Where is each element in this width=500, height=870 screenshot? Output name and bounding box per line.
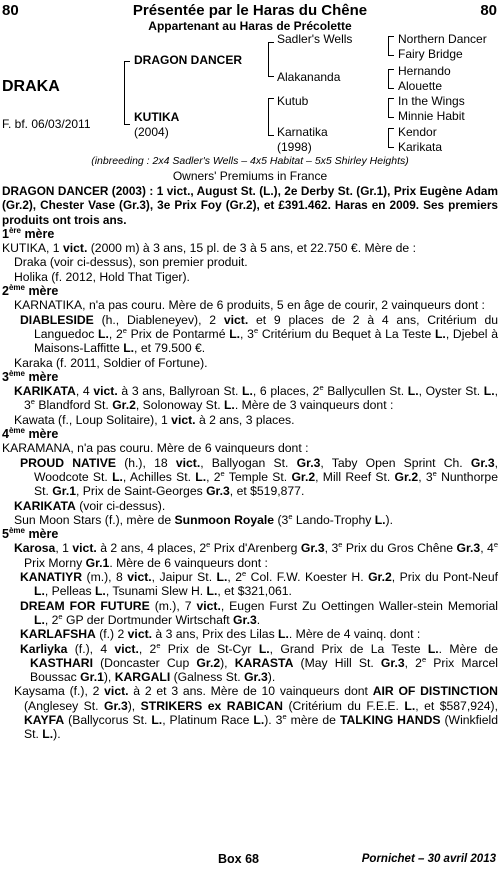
produce-item: Karliyka (f.), 4 vict., 2e Prix de St-Cyr L., Grand Prix de La Teste L.. Mère de KASTHARI (Doncaster Cup Gr.2), KARASTA (May Hill St. Gr.3, 2e Prix Marcel Boussac Gr.1), KARGALI (Galness St. Gr.3). xyxy=(20,640,498,685)
sire-name: DRAGON DANCER xyxy=(134,53,242,67)
produce-item: KANATIYR (m.), 8 vict., Jaipur St. L., 2e Col. F.W. Koester H. Gr.2, Prix du Pont-Neuf L., Pelleas L., Tsunami Slew H. L., et $321,061. xyxy=(20,568,498,599)
section-fourth-dam: 4ème mère xyxy=(2,425,59,442)
dam-name: KUTIKA xyxy=(134,110,180,124)
lot-number-right: 80 xyxy=(480,2,497,19)
box-number: Box 68 xyxy=(218,852,259,866)
produce-item: Kaysama (f.), 2 vict. à 2 et 3 ans. Mère de 10 vainqueurs dont AIR OF DISTINCTION (Anglesey St. Gr.3), STRIKERS ex RABICAN (Critérium du F.E.E. L., et $587,924), KAYFA (Ballycorus St. L., Platinum Race L.). 3e mère de TALKING HANDS (Winkfield St. L.). xyxy=(14,684,499,742)
section-third-dam: 3ème mère xyxy=(2,368,59,384)
granddam-2: Karnatika xyxy=(277,125,328,139)
produce-item: Kawata (f., Loup Solitaire), 1 vict. à 2 ans, 3 places. xyxy=(14,412,295,427)
great-grandparent-5: In the Wings xyxy=(398,94,465,108)
great-grandparent-7: Kendor xyxy=(398,125,437,139)
sale-place-date: Pornichet – 30 avril 2013 xyxy=(361,853,496,865)
produce-item: Draka (voir ci-dessus), son premier produit. xyxy=(14,255,248,270)
great-grandparent-4: Alouette xyxy=(398,79,443,93)
produce-item: Sun Moon Stars (f.), mère de Sunmoon Royale (3e Lando-Trophy L.). xyxy=(14,511,393,527)
produce-item: PROUD NATIVE (h.), 18 vict., Ballyogan St. Gr.3, Taby Open Sprint Ch. Gr.3, Woodcote St. L., Achilles St. L., 2e Temple St. Gr.2, Mill Reef St. Gr.2, 3e Nunthorpe St. Gr.1, Prix de Saint-Georges Gr.3, et $519,877. xyxy=(20,455,498,499)
grandsire-2: Kutub xyxy=(277,94,309,108)
pedigree-bracket xyxy=(268,98,274,136)
produce-item: Karaka (f. 2011, Soldier of Fortune). xyxy=(14,355,208,370)
lot-number-left: 80 xyxy=(2,2,19,19)
great-grandparent-3: Hernando xyxy=(398,64,451,78)
pedigree-bracket xyxy=(124,61,130,125)
owners-premiums-title: Owners' Premiums in France xyxy=(172,169,328,183)
produce-item: KARLAFSHA (f.) 2 vict. à 3 ans, Prix des Lilas L.. Mère de 4 vainq. dont : xyxy=(20,627,421,642)
section-fifth-dam: 5ème mère xyxy=(2,525,59,542)
dam-record: KARAMANA, n'a pas couru. Mère de 6 vainqueurs dont : xyxy=(2,441,309,456)
pedigree-bracket xyxy=(388,98,394,118)
horse-details: F. bf. 06/03/2011 xyxy=(2,117,91,131)
pedigree-bracket xyxy=(388,128,394,148)
great-grandparent-1: Northern Dancer xyxy=(398,32,487,46)
section-second-dam: 2ème mère xyxy=(2,282,59,299)
dam-record: Karosa, 1 vict. à 2 ans, 4 places, 2e Prix d'Arenberg Gr.3, 3e Prix du Gros Chêne Gr.3, 4e Prix Morny Gr.1. Mère de 6 vainqueurs dont : xyxy=(14,540,498,570)
great-grandparent-8: Karikata xyxy=(398,140,443,154)
dam-record: KARIKATA, 4 vict. à 3 ans, Ballyroan St. L., 6 places, 2e Ballycullen St. L., Oyster St. L., 3e Blandford St. Gr.2, Solonoway St. L.. Mère de 3 vainqueurs dont : xyxy=(14,383,499,413)
great-grandparent-2: Fairy Bridge xyxy=(398,47,463,61)
pedigree-bracket xyxy=(388,69,394,89)
dam-year: (2004) xyxy=(134,125,169,139)
pedigree-notes xyxy=(2,184,498,742)
section-first-dam: 1ère mère xyxy=(2,225,55,241)
produce-item: KARIKATA (voir ci-dessus). xyxy=(14,498,166,513)
dam-record: KARNATIKA, n'a pas couru. Mère de 6 produits, 5 en âge de courir, 2 vainqueurs dont : xyxy=(14,298,485,313)
great-grandparent-6: Minnie Habit xyxy=(398,109,465,123)
granddam-2-year: (1998) xyxy=(277,140,312,154)
owner-line: Appartenant au Haras de Précolette xyxy=(148,19,352,33)
granddam-1: Alakananda xyxy=(277,70,341,84)
dam-record: KUTIKA, 1 vict. (2000 m) à 3 ans, 15 pl. de 3 à 5 ans, et 22.750 €. Mère de : xyxy=(2,241,416,256)
pedigree-bracket xyxy=(388,36,394,56)
produce-item: DIABLESIDE (h., Diableneyev), 2 vict. et 9 places de 2 à 4 ans, Critérium du Languedoc L., 2e Prix de Pontarmé L., 3e Critérium du Bequet à La Teste L., Djebel à Maisons-Laffitte L., et 79.500 €. xyxy=(20,312,498,356)
inbreeding-note: (inbreeding : 2x4 Sadler's Wells – 4x5 Habitat – 5x5 Shirley Heights) xyxy=(91,155,409,167)
produce-item: Holika (f. 2012, Hold That Tiger). xyxy=(14,269,190,284)
horse-name: DRAKA xyxy=(2,78,60,95)
produce-item: DREAM FOR FUTURE (m.), 7 vict., Eugen Furst Zu Oettingen Waller-stein Memorial L., 2e GP der Dortmunder Wirtschaft Gr.3. xyxy=(20,598,499,627)
page-title: Présentée par le Haras du Chêne xyxy=(132,2,368,19)
sire-record: DRAGON DANCER (2003) : 1 vict., August St. (L.), 2e Derby St. (Gr.1), Prix Eugène Adam (Gr.2), Chester Vase (Gr.3), 3e Prix Foy (Gr.2), et £391.462. Haras en 2009. Ses premiers produits ont trois ans. xyxy=(2,184,498,227)
pedigree-bracket xyxy=(268,42,274,77)
grandsire-1: Sadler's Wells xyxy=(277,32,353,46)
